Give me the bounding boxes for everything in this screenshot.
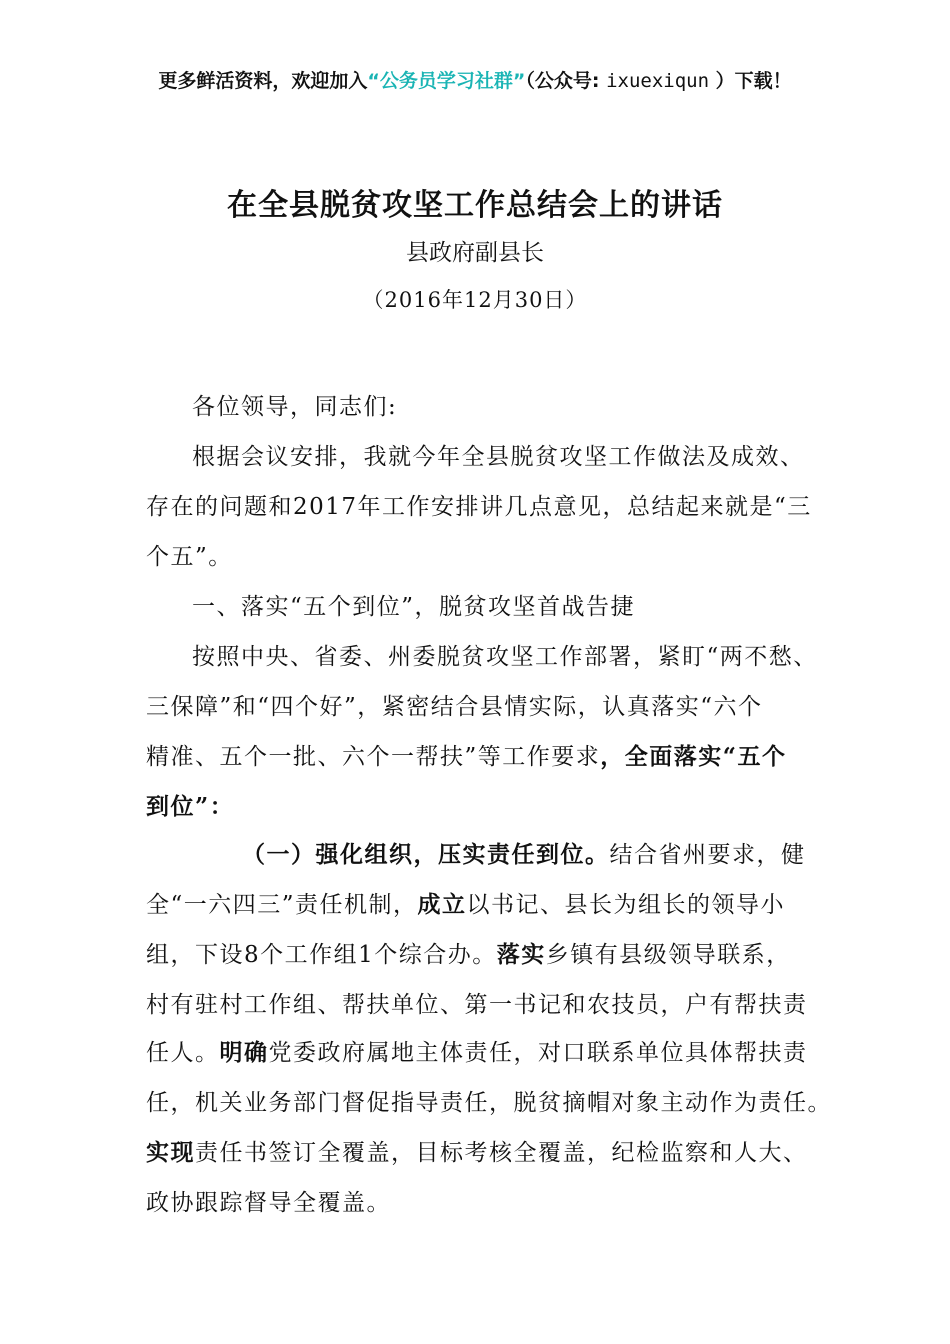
p3-l2-c: 以书记、县长为组长的领导小 [466,892,786,918]
paragraph-3-line-8: 政协跟踪督导全覆盖。 [146,1190,391,1216]
paragraph-1-line-3: 个五”。 [146,544,233,570]
document-title: 在全县脱贫攻坚工作总结会上的讲话 [227,188,723,223]
paragraph-1-line-1: 根据会议安排，我就今年全县脱贫攻坚工作做法及成效、 [192,444,805,470]
banner-group-name: “公务员学习社群” [367,70,526,92]
banner-prefix: 更多鲜活资料，欢迎加入 [158,70,368,92]
paragraph-2-line-3 [146,738,787,771]
paragraph-2-line-4-bold: 到位”： [146,793,235,820]
section-heading-1: 一、落实“五个到位”，脱贫攻坚首战告捷 [192,594,636,620]
paragraph-3-line-3 [146,936,791,969]
p3-l5-bold: 明确 [219,1039,269,1066]
greeting: 各位领导，同志们: [192,394,398,420]
p3-l3-c: 乡镇有县级领导联系， [545,942,791,968]
paragraph-3-line-7 [146,1134,808,1167]
promo-banner [0,66,950,93]
paragraph-1-line-2: 存在的问题和2017年工作安排讲几点意见，总结起来就是“三 [146,494,812,520]
banner-account: ixuexiqun [606,70,710,92]
p3-l3-bold: 落实 [496,941,546,968]
p3-l2-a: 全“一六四三”责任机制， [146,892,418,918]
paragraph-3-line-2 [146,886,785,919]
paragraph-2-line-4 [146,788,234,821]
p3-l3-a: 组，下设8个工作组1个综合办。 [146,942,497,968]
subsection-1-line-1 [242,836,806,869]
paragraph-2-line-3-bold: ，全面落实“五个 [600,743,787,770]
p3-l7-text: 责任书签订全覆盖，目标考核全覆盖，纪检监察和人大、 [195,1140,808,1166]
paragraph-2-line-2: 三保障”和“四个好”，紧密结合县情实际，认真落实“六个 [146,694,763,720]
paragraph-3-line-6: 任，机关业务部门督促指导责任，脱贫摘帽对象主动作为责任。 [146,1090,832,1116]
subsection-1-text: 结合省州要求，健 [609,842,806,868]
paragraph-3-line-4: 村有驻村工作组、帮扶单位、第一书记和农技员，户有帮扶责 [146,992,808,1018]
banner-suffix: ）下载！ [715,70,792,92]
paragraph-3-line-5 [146,1034,808,1067]
document-date: （2016年12月30日） [362,288,588,312]
p3-l5-c: 党委政府属地主体责任，对口联系单位具体帮扶责 [268,1040,808,1066]
document-author: 县政府副县长 [406,240,544,266]
p3-l7-bold: 实现 [146,1139,195,1166]
paragraph-2-line-1: 按照中央、省委、州委脱贫攻坚工作部署，紧盯“两不愁、 [192,644,818,670]
banner-mid: （公众号: [525,70,600,92]
p3-l2-bold: 成立 [417,891,467,918]
paragraph-2-line-3-text: 精准、五个一批、六个一帮扶”等工作要求 [146,744,601,770]
p3-l5-a: 任人。 [146,1040,220,1066]
subsection-1-heading: （一）强化组织，压实责任到位。 [242,841,610,868]
